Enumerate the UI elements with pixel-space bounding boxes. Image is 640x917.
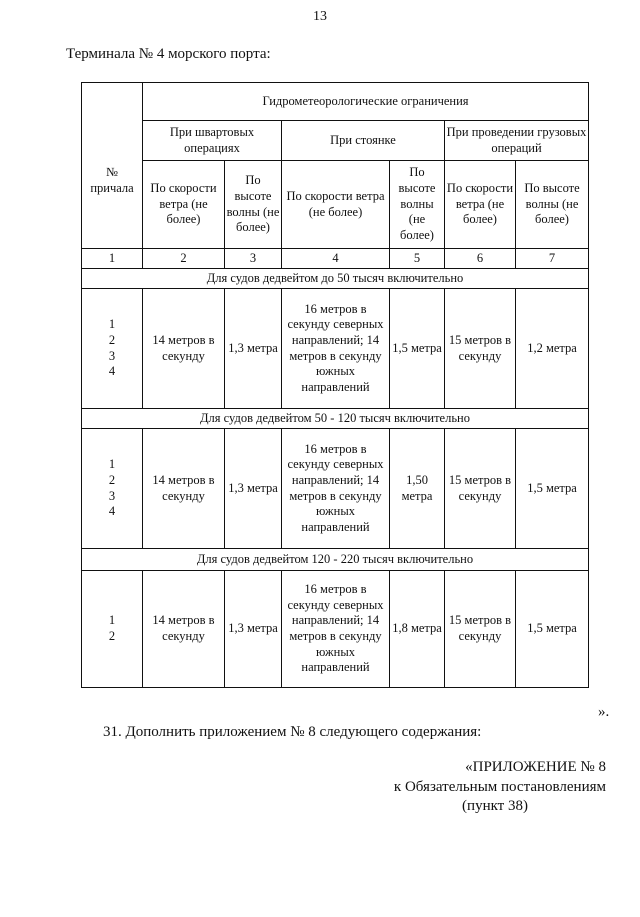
- table-cell: 16 метров в секунду северных направлений; 14 метров в секунду южных направлений: [282, 429, 390, 549]
- paragraph-31: 31. Дополнить приложением № 8 следующего содержания:: [103, 724, 482, 740]
- col-number: 1: [82, 249, 143, 269]
- intro-text: Терминала № 4 морского порта:: [66, 46, 271, 62]
- header-mooring: При швартовых операциях: [143, 121, 282, 161]
- table-cell: 1,3 метра: [225, 289, 282, 409]
- table-cell: 15 метров в секунду: [445, 571, 516, 688]
- table-cell: 1,2 метра: [516, 289, 589, 409]
- header-berth-number: № причала: [82, 83, 143, 249]
- appendix-title: «ПРИЛОЖЕНИЕ № 8: [465, 759, 606, 775]
- appendix-ref: (пункт 38): [462, 798, 528, 814]
- table-cell: 14 метров в секунду: [143, 571, 225, 688]
- col-number: 3: [225, 249, 282, 269]
- col-number: 5: [390, 249, 445, 269]
- col-number: 7: [516, 249, 589, 269]
- col-header: По скорости ветра (не более): [445, 161, 516, 249]
- section-title: Для судов дедвейтом 50 - 120 тысяч включительно: [82, 409, 589, 429]
- section-title: Для судов дедвейтом 120 - 220 тысяч включительно: [82, 549, 589, 571]
- col-header: По высоте волны (не более): [516, 161, 589, 249]
- col-header: По высоте волны (не более): [390, 161, 445, 249]
- table-cell: 1,3 метра: [225, 571, 282, 688]
- table-cell: 15 метров в секунду: [445, 289, 516, 409]
- table-cell: 16 метров в секунду северных направлений; 14 метров в секунду южных направлений: [282, 571, 390, 688]
- appendix-subtitle: к Обязательным постановлениям: [393, 778, 606, 795]
- header-berthing: При стоянке: [282, 121, 445, 161]
- berth-list: 1 2: [82, 571, 143, 688]
- col-number: 2: [143, 249, 225, 269]
- table-cell: 1,5 метра: [516, 571, 589, 688]
- section-title: Для судов дедвейтом до 50 тысяч включительно: [82, 269, 589, 289]
- col-header: По скорости ветра (не более): [282, 161, 390, 249]
- table-cell: 1,8 метра: [390, 571, 445, 688]
- header-hydromet: Гидрометеорологические ограничения: [143, 83, 589, 121]
- appendix-heading: [330, 758, 606, 817]
- table-cell: 15 метров в секунду: [445, 429, 516, 549]
- berth-list: 1 2 3 4: [82, 289, 143, 409]
- col-number: 6: [445, 249, 516, 269]
- closing-quote: ».: [598, 704, 610, 720]
- col-number: 4: [282, 249, 390, 269]
- table-cell: 14 метров в секунду: [143, 289, 225, 409]
- berth-list: 1 2 3 4: [82, 429, 143, 549]
- table-cell: 14 метров в секунду: [143, 429, 225, 549]
- table-cell: 1,50 метра: [390, 429, 445, 549]
- page-number: 13: [313, 9, 327, 24]
- table-cell: 16 метров в секунду северных направлений; 14 метров в секунду южных направлений: [282, 289, 390, 409]
- table-cell: 1,5 метра: [516, 429, 589, 549]
- table-cell: 1,5 метра: [390, 289, 445, 409]
- header-cargo: При проведении грузовых операций: [445, 121, 589, 161]
- table-cell: 1,3 метра: [225, 429, 282, 549]
- col-header: По высоте волны (не более): [225, 161, 282, 249]
- col-header: По скорости ветра (не более): [143, 161, 225, 249]
- restrictions-table: [81, 82, 589, 688]
